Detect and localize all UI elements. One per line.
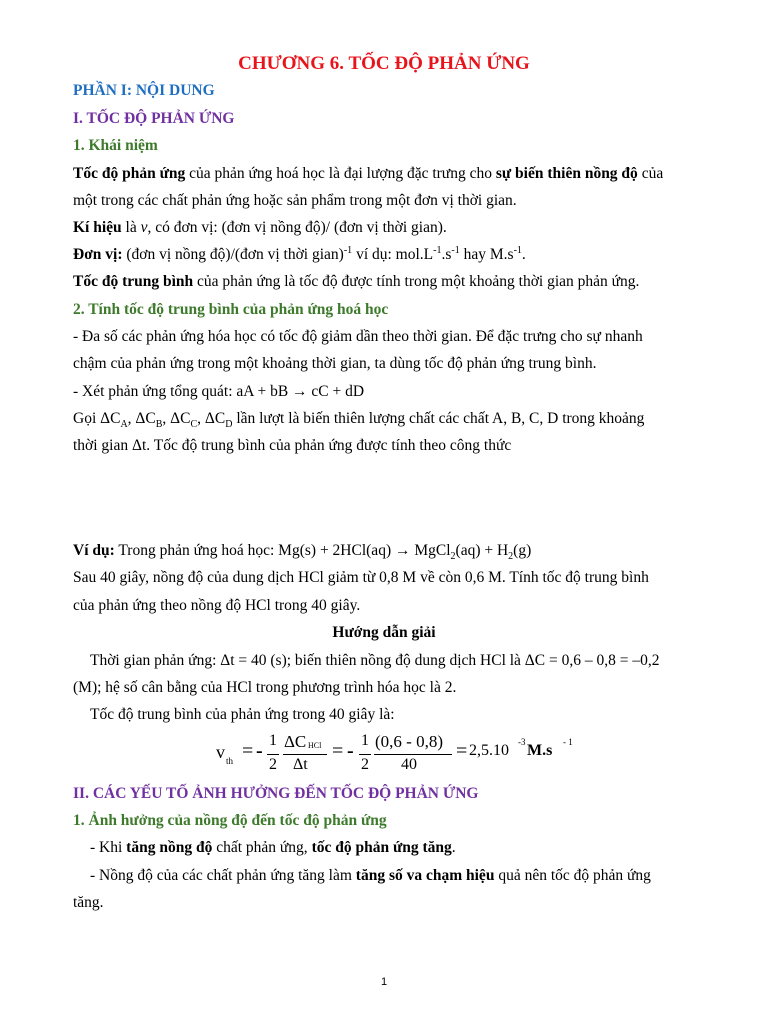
- paragraph-concentration-effect: - Khi tăng nồng độ chất phản ứng, tốc độ phản ứng tăng.: [90, 839, 456, 856]
- section-heading-1: I. TỐC ĐỘ PHẢN ỨNG: [73, 110, 235, 127]
- rate-formula: v th = - 1 2 ΔC HCl Δt = - 1 2 (0,6 - 0,8) 40 = 2,5.10 -3 M.s - 1: [216, 732, 573, 773]
- paragraph-collision-cont: tăng.: [73, 894, 104, 911]
- guide-line-3: Tốc độ trung bình của phản ứng trong 40 giây là:: [90, 706, 395, 723]
- example-text-1: Sau 40 giây, nồng độ của dung dịch HCl giảm từ 0,8 M về còn 0,6 M. Tính tốc độ trung bình: [73, 569, 649, 586]
- paragraph-average-rate: Tốc độ trung bình của phản ứng là tốc độ được tính trong một khoảng thời gian phản ứng.: [73, 273, 640, 290]
- example-text-2: của phản ứng theo nồng độ HCl trong 40 giây.: [73, 597, 361, 614]
- part-heading: PHẦN I: NỘI DUNG: [73, 82, 215, 99]
- page-number: 1: [380, 976, 388, 988]
- paragraph-collision: - Nồng độ của các chất phản ứng tăng làm tăng số va chạm hiệu quả nên tốc độ phản ứng: [90, 867, 651, 884]
- paragraph-delta-definitions: Gọi $\Delta C_A$, $\Delta C_B$, $\Delta C_C$, $\Delta C_D$ lần lượt là biến thiên lượng chất các chất A, B, C, D trong khoảng: [73, 410, 645, 431]
- paragraph-symbol: Kí hiệu là v, có đơn vị: (đơn vị nồng độ)/ (đơn vị thời gian).: [73, 219, 447, 236]
- guide-title: Hướng dẫn giải: [332, 624, 436, 641]
- paragraph-trend-1: - Đa số các phản ứng hóa học có tốc độ giảm dần theo thời gian. Để đặc trưng cho sự nhanh: [73, 328, 643, 345]
- section-heading-2: II. CÁC YẾU TỐ ẢNH HƯỞNG ĐẾN TỐC ĐỘ PHẢN ỨNG: [73, 785, 479, 802]
- guide-line-2: (M); hệ số cân bằng của HCl trong phương trình hóa học là 2.: [73, 679, 457, 696]
- paragraph-definition: Tốc độ phản ứng của phản ứng hoá học là đại lượng đặc trưng cho sự biến thiên nồng độ của: [73, 165, 664, 182]
- paragraph-definition-cont: một trong các chất phản ứng hoặc sản phẩm trong một đơn vị thời gian.: [73, 192, 517, 209]
- paragraph-trend-2: chậm của phản ứng trong một khoảng thời gian, ta dùng tốc độ phản ứng trung bình.: [73, 355, 597, 372]
- guide-line-1: Thời gian phản ứng: Δt = 40 (s); biến thiên nồng độ dung dịch HCl là ΔC = 0,6 – 0,8 = –0,2: [90, 652, 660, 669]
- example-reaction: Ví dụ: Trong phản ứng hoá học: Mg(s) + 2HCl(aq) → MgCl$_2$(aq) + $H_2(g)$: [73, 542, 532, 563]
- term-concentration-change: sự biến thiên nồng độ: [495, 165, 638, 182]
- subsection-heading-2: 2. Tính tốc độ trung bình của phản ứng hoá học: [73, 301, 389, 318]
- paragraph-unit: Đơn vị: (đơn vị nồng độ)/(đơn vị thời gian)$^{-1}$ ví dụ: $mol.L^{-1}.s^{-1}$ hay $M.s^{-1}$.: [73, 244, 526, 263]
- subsection-heading-3: 1. Ảnh hưởng của nồng độ đến tốc độ phản ứng: [73, 812, 387, 829]
- chapter-title: CHƯƠNG 6. TỐC ĐỘ PHẢN ỨNG: [238, 53, 530, 74]
- paragraph-delta-cont: thời gian Δt. Tốc độ trung bình của phản ứng được tính theo công thức: [73, 437, 512, 454]
- general-reaction: - Xét phản ứng tổng quát: aA + bB → cC + dD: [73, 383, 365, 400]
- term-reaction-rate: Tốc độ phản ứng: [73, 165, 186, 182]
- subsection-heading-1: 1. Khái niệm: [73, 137, 158, 154]
